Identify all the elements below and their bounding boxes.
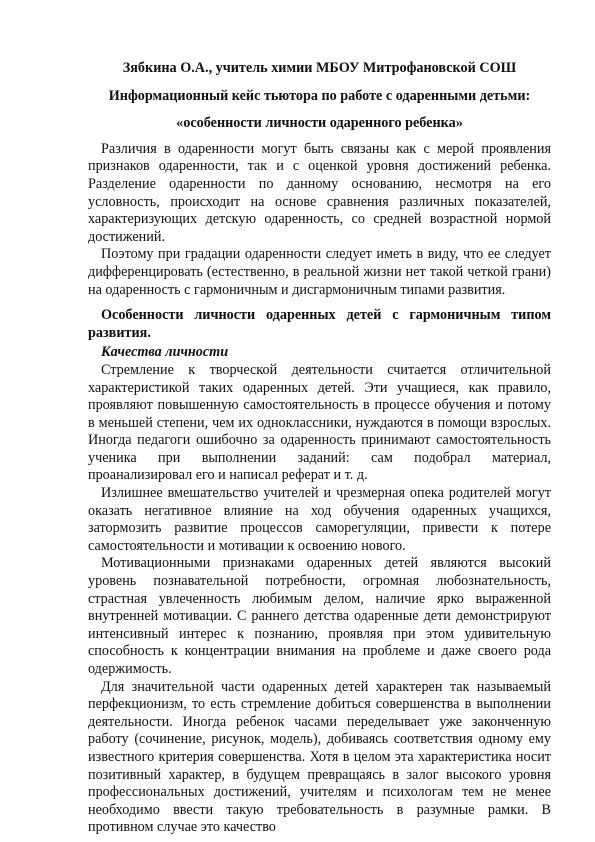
author-line: Зябкина О.А., учитель химии МБОУ Митрофановской СОШ bbox=[122, 60, 517, 76]
intro-paragraph: Различия в одаренности могут быть связаны как с мерой проявления признаков одаренности, так и с оценкой уровня достижений ребенка. Разделение одаренности по данному основанию, несмотря на его условность, происходит на основе сравнения различных показателей, характеризующих детскую одаренность, со средней возрастной нормой достижений. bbox=[88, 140, 551, 245]
document-content bbox=[88, 60, 551, 837]
section-paragraph: Мотивационными признаками одаренных детей являются высокий уровень познавательной потребности, огромная любознательность, страстная увлеченность любимым делом, наличие ярко выраженной внутренней мотивации. С раннего детства одаренные дети демонстрируют интенсивный интерес к познанию, проявляя при этом удивительную способность к концентрации внимания на проблеме и даже своего рода одержимость. bbox=[88, 555, 551, 677]
intro-paragraph: Поэтому при градации одаренности следует иметь в виду, что ее следует дифференцировать (естественно, в реальной жизни нет такой четкой грани) на одаренность с гармоничным и дисгармоничным типами развития. bbox=[88, 246, 551, 298]
section-paragraph: Для значительной части одаренных детей характерен так называемый перфекционизм, то есть стремление добиться совершенства в выполнении деятельности. Иногда ребенок часами переделывает уже законченную работу (сочинение, рисунок, модель), добиваясь соответствия одному ему известного критерия совершенства. Хотя в целом эта характеристика носит позитивный характер, в будущем превращаясь в залог высокого уровня профессиональных достижений, учителям и психологам тем не менее необходимо ввести такую требовательность в разумные рамки. В противном случае это качество bbox=[88, 678, 551, 836]
section-paragraph: Излишнее вмешательство учителей и чрезмерная опека родителей могут оказать негативное влияние на ход обучения одаренных учащихся, затормозить развитие процессов саморегуляции, привести к потере самостоятельности и мотивации к освоению нового. bbox=[88, 485, 551, 554]
section-subheading: Качества личности bbox=[101, 344, 229, 361]
section-heading: Особенности личности одаренных детей с гармоничным типом развития. bbox=[88, 307, 551, 341]
section-paragraph: Стремление к творческой деятельности считается отличительной характеристикой таких одаренных детей. Эти учащиеся, как правило, проявляют повышенную самостоятельность в процессе обучения и потому в меньшей степени, чем их одноклассники, нуждаются в помощи взрослых. Иногда педагоги ошибочно за одаренность принимают самостоятельность ученика при выполнении заданий: сам подобрал материал, проанализировал его и написал реферат и т. д. bbox=[88, 361, 551, 484]
document-title: Информационный кейс тьютора по работе с одаренными детьми: bbox=[108, 87, 531, 104]
document-subtitle: «особенности личности одаренного ребенка» bbox=[176, 115, 463, 132]
